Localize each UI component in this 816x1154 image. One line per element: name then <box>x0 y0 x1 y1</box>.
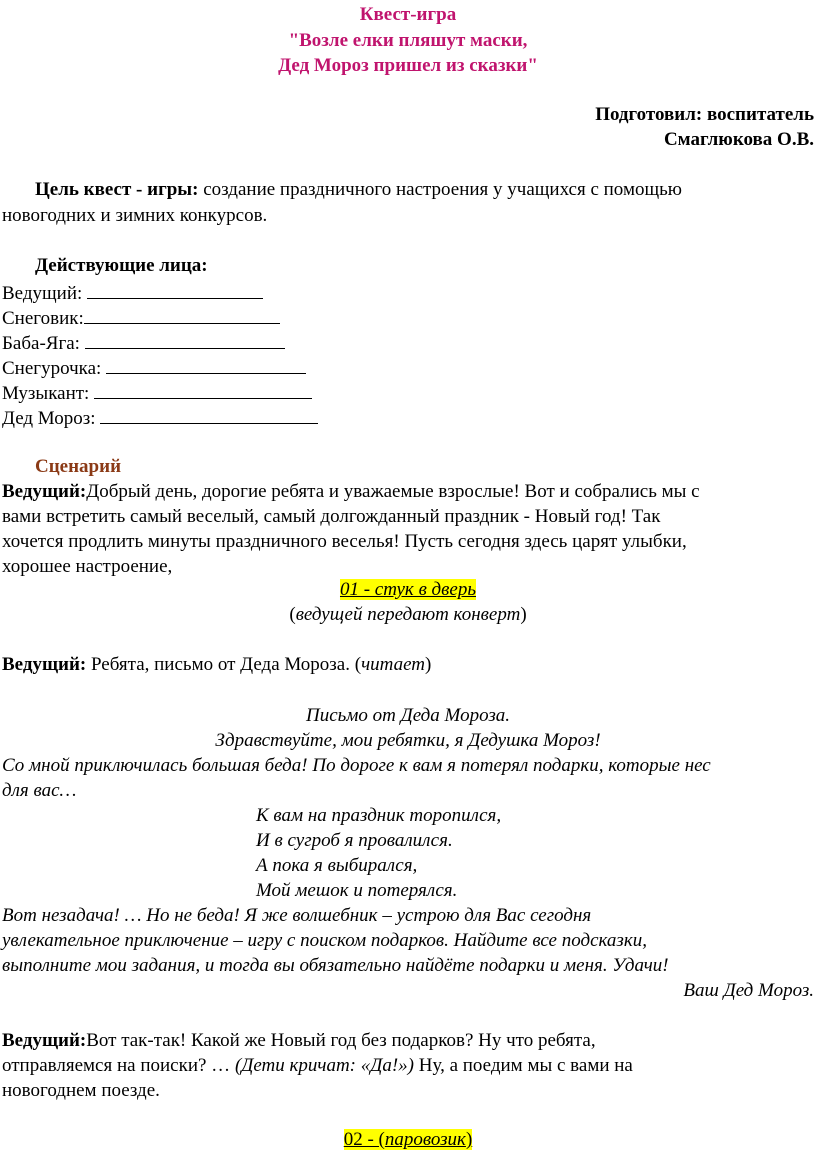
character-row <box>2 280 263 306</box>
character-label: Снегурочка: <box>2 358 107 379</box>
title-line-3: Дед Мороз пришел из сказки" <box>278 55 538 76</box>
goal-label: Цель квест - игры: <box>35 179 199 200</box>
author-line-1: Подготовил: воспитатель <box>595 104 814 125</box>
goal-text-2: новогодних и зимних конкурсов. <box>2 205 268 226</box>
paragraph-text: хорошее настроение, <box>2 556 173 577</box>
character-row <box>2 355 306 381</box>
paragraph-text: Вот так-так! Какой же Новый год без подарков? Ну что ребята, <box>86 1030 596 1051</box>
letter-text: Со мной приключилась большая беда! По дороге к вам я потерял подарки, которые нес <box>2 755 711 776</box>
author-line-2: Смаглюкова О.В. <box>663 129 814 150</box>
character-label: Баба-Яга: <box>2 333 85 354</box>
sound-cue-label <box>344 1129 473 1150</box>
paragraph-text: новогоднем поезде. <box>2 1080 160 1101</box>
stage-direction-text: читает <box>361 654 425 675</box>
letter-greeting: Здравствуйте, мои ребятки, я Дедушка Мороз! <box>215 730 601 751</box>
letter-text: Вот незадача! … Но не беда! Я же волшебник – устрою для Вас сегодня <box>2 905 592 926</box>
poem-line: Мой мешок и потерялся. <box>256 880 458 901</box>
letter-text: для вас… <box>2 780 77 801</box>
cue-name: паровозик <box>384 1129 466 1150</box>
paragraph-text: вами встретить самый веселый, самый долгожданный праздник - Новый год! Так <box>2 506 661 527</box>
character-label: Снеговик: <box>2 308 84 329</box>
poem-line: А пока я выбирался, <box>256 855 418 876</box>
character-row <box>2 405 318 431</box>
character-label: Музыкант: <box>2 383 95 404</box>
letter-text: выполните мои задания, и тогда вы обязательно найдёте подарки и меня. Удачи! <box>2 955 669 976</box>
paragraph-text: Ребята, письмо от Деда Мороза. ( <box>86 654 362 675</box>
fill-in-blank <box>87 280 263 299</box>
paragraph-text-line <box>2 1054 633 1078</box>
speaker-label: Ведущий: <box>2 481 87 502</box>
characters-heading: Действующие лица: <box>35 255 208 276</box>
letter-text: увлекательное приключение – игру с поиском подарков. Найдите все подсказки, <box>2 930 647 951</box>
character-row <box>2 330 285 356</box>
fill-in-blank <box>100 405 318 424</box>
goal-paragraph <box>35 178 682 202</box>
sound-cue-label: 01 - стук в дверь <box>339 579 476 600</box>
poem-line: К вам на праздник торопился, <box>256 805 502 826</box>
scenario-heading: Сценарий <box>35 456 122 477</box>
poem-line: И в сугроб я провалился. <box>256 830 453 851</box>
paren-open: ( <box>289 604 296 625</box>
speaker-label: Ведущий: <box>2 654 87 675</box>
paragraph-text: Ну, а поедим мы с вами на <box>414 1055 633 1076</box>
scenario-paragraph-3 <box>2 1029 596 1053</box>
sound-cue-2 <box>0 1128 816 1152</box>
fill-in-blank <box>84 305 280 324</box>
letter-title: Письмо от Деда Мороза. <box>305 705 511 726</box>
paragraph-text: отправляемся на поиски? … <box>2 1055 235 1076</box>
goal-text-1: создание праздничного настроения у учащихся с помощью <box>198 179 682 200</box>
cue-suffix: ) <box>465 1129 473 1150</box>
sound-cue-1 <box>0 578 816 602</box>
character-row <box>2 305 280 331</box>
title-line-2: "Возле елки пляшут маски, <box>288 30 528 51</box>
title-line-1: Квест-игра <box>359 4 457 25</box>
paren-close: ) <box>520 604 527 625</box>
paragraph-text: хочется продлить минуты праздничного веселья! Пусть сегодня здесь царят улыбки, <box>2 531 687 552</box>
character-label: Дед Мороз: <box>2 408 101 429</box>
paragraph-text: Добрый день, дорогие ребята и уважаемые взрослые! Вот и собрались мы с <box>86 481 700 502</box>
character-label: Ведущий: <box>2 283 88 304</box>
cue-prefix: 02 - ( <box>343 1129 385 1150</box>
letter-signature: Ваш Дед Мороз. <box>683 980 814 1001</box>
speaker-label: Ведущий: <box>2 1030 87 1051</box>
stage-direction-text: (Дети кричат: «Да!») <box>234 1055 414 1076</box>
fill-in-blank <box>94 380 312 399</box>
paren-close: ) <box>424 654 432 675</box>
stage-direction-text: ведущей передают конверт <box>295 604 521 625</box>
character-row <box>2 380 312 406</box>
fill-in-blank <box>106 355 306 374</box>
stage-direction <box>0 603 816 627</box>
scenario-paragraph-1 <box>2 480 700 504</box>
scenario-paragraph-2 <box>2 653 431 677</box>
fill-in-blank <box>85 330 285 349</box>
